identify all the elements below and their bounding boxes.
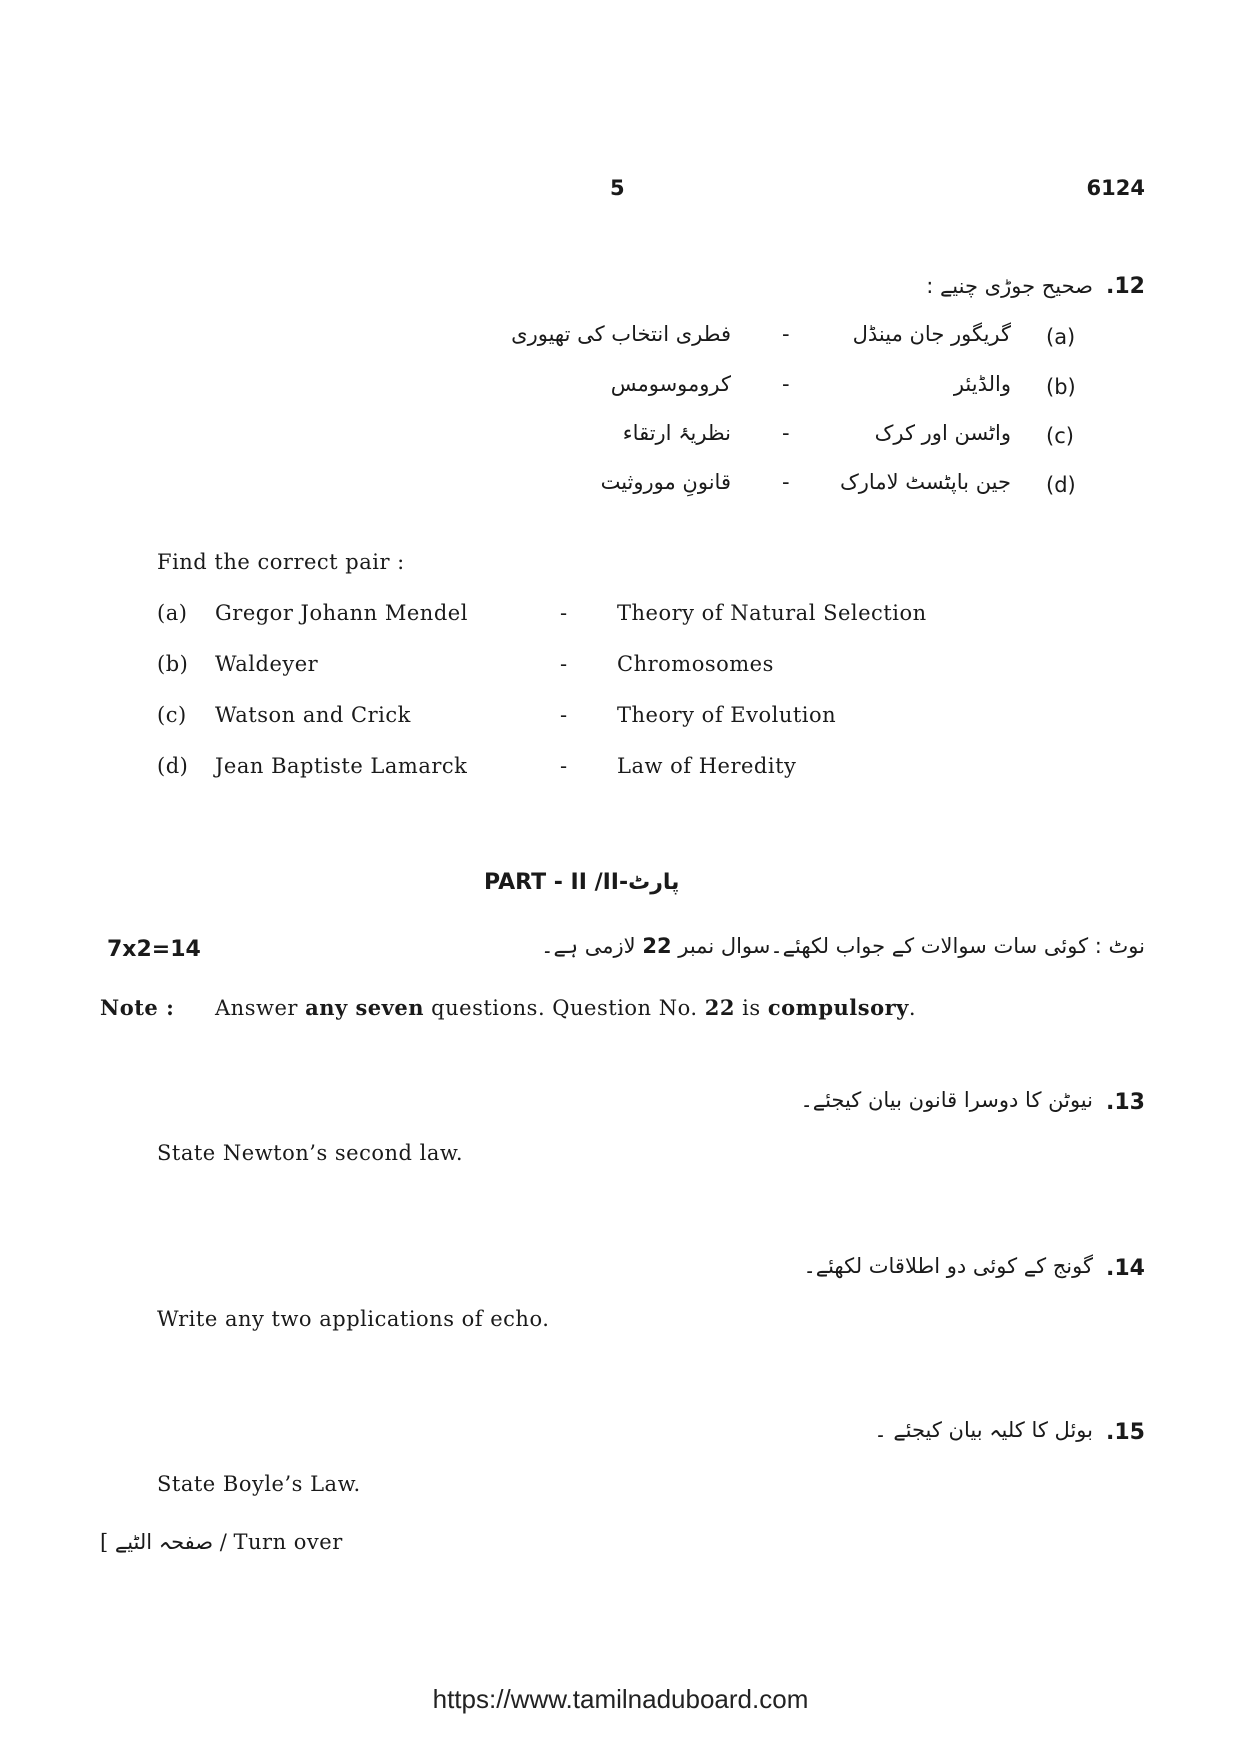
turn-over-urdu: صفحہ الٹیے (114, 1530, 214, 1554)
question-15-number: .15 (1106, 1420, 1145, 1445)
note-bold-compulsory: compulsory (767, 995, 909, 1020)
note-label: Note : (100, 995, 175, 1020)
urdu-pair-a-dash: - (782, 322, 790, 346)
note-text (215, 995, 916, 1020)
note-text-2: questions. Question No. (424, 996, 705, 1020)
pair-a-right: Theory of Natural Selection (617, 601, 927, 625)
urdu-pair-c-dash: - (782, 421, 790, 445)
urdu-pair-c-left: واٹسن اور کرک (874, 421, 1011, 445)
pair-a-left: Gregor Johann Mendel (215, 601, 468, 625)
pair-d-dash: - (560, 754, 568, 778)
question-15-text: State Boyle’s Law. (157, 1472, 361, 1496)
question-12-prompt: Find the correct pair : (157, 550, 405, 574)
urdu-pair-b-dash: - (782, 372, 790, 396)
note-text-1: Answer (215, 996, 306, 1020)
urdu-pair-a-right: فطری انتخاب کی تھیوری (511, 322, 731, 346)
page-number: 5 (610, 176, 625, 200)
turn-over-bracket: [ (100, 1530, 109, 1554)
pair-b-left: Waldeyer (215, 652, 319, 676)
pair-d-mark: (d) (157, 754, 189, 778)
pair-d-left: Jean Baptiste Lamarck (215, 754, 468, 778)
pair-b-dash: - (560, 652, 568, 676)
part-heading (484, 870, 679, 895)
note-bold-number: 22 (704, 995, 735, 1020)
pair-a-mark: (a) (157, 601, 188, 625)
note-urdu-text-2: لازمی ہے۔ (541, 934, 636, 958)
question-13-urdu: نیوٹن کا دوسرا قانون بیان کیجئے۔ (800, 1088, 1093, 1112)
question-12-urdu-prompt: صحیح جوڑی چنیے : (926, 274, 1093, 298)
pair-a-dash: - (560, 601, 568, 625)
note-urdu-number: 22 (642, 934, 672, 958)
urdu-pair-b-left: والڈیئر (953, 372, 1011, 396)
turn-over-text: / Turn over (213, 1530, 343, 1554)
urdu-pair-c-right: نظریۂ ارتقاء (622, 421, 731, 445)
urdu-pair-d-left: جین باپٹسٹ لامارک (840, 470, 1011, 494)
note-urdu-text-1: کوئی سات سوالات کے جواب لکھئے۔سوال نمبر (678, 934, 1089, 958)
pair-c-right: Theory of Evolution (617, 703, 837, 727)
urdu-pair-d-mark: (d) (1046, 473, 1076, 497)
urdu-pair-d-right: قانونِ موروثیت (600, 470, 731, 494)
pair-d-right: Law of Heredity (617, 754, 797, 778)
note-bold-any-seven: any seven (305, 995, 424, 1020)
question-14-urdu: گونج کے کوئی دو اطلاقات لکھئے۔ (803, 1254, 1093, 1278)
pair-c-mark: (c) (157, 703, 187, 727)
footer-url[interactable]: https://www.tamilnaduboard.com (432, 1684, 809, 1714)
part-heading-en: PART - II / (484, 870, 603, 895)
question-14-number: .14 (1106, 1256, 1145, 1281)
urdu-pair-b-mark: (b) (1046, 375, 1076, 399)
question-13-text: State Newton’s second law. (157, 1141, 464, 1165)
question-14-text: Write any two applications of echo. (157, 1307, 550, 1331)
question-13-number: .13 (1106, 1090, 1145, 1115)
note-urdu-label: نوٹ : (1094, 934, 1145, 958)
urdu-pair-a-left: گریگور جان مینڈل (852, 322, 1011, 346)
pair-b-right: Chromosomes (617, 652, 774, 676)
urdu-pair-c-mark: (c) (1046, 424, 1074, 448)
urdu-pair-d-dash: - (782, 470, 790, 494)
urdu-pair-b-right: کروموسومس (610, 372, 731, 396)
pair-c-dash: - (560, 703, 568, 727)
pair-b-mark: (b) (157, 652, 189, 676)
question-12-number: .12 (1106, 274, 1145, 299)
question-15-urdu: بوئل کا کلیہ بیان کیجئے ۔ (874, 1418, 1093, 1442)
note-text-3: is (734, 996, 768, 1020)
pair-c-left: Watson and Crick (215, 703, 411, 727)
paper-code: 6124 (1086, 176, 1145, 200)
note-urdu (541, 934, 1145, 958)
turn-over (100, 1530, 343, 1554)
part-heading-ur: II-پارٹ (602, 870, 680, 895)
marks-allocation: 7x2=14 (107, 937, 201, 962)
note-text-4: . (908, 996, 917, 1020)
urdu-pair-a-mark: (a) (1046, 325, 1076, 349)
